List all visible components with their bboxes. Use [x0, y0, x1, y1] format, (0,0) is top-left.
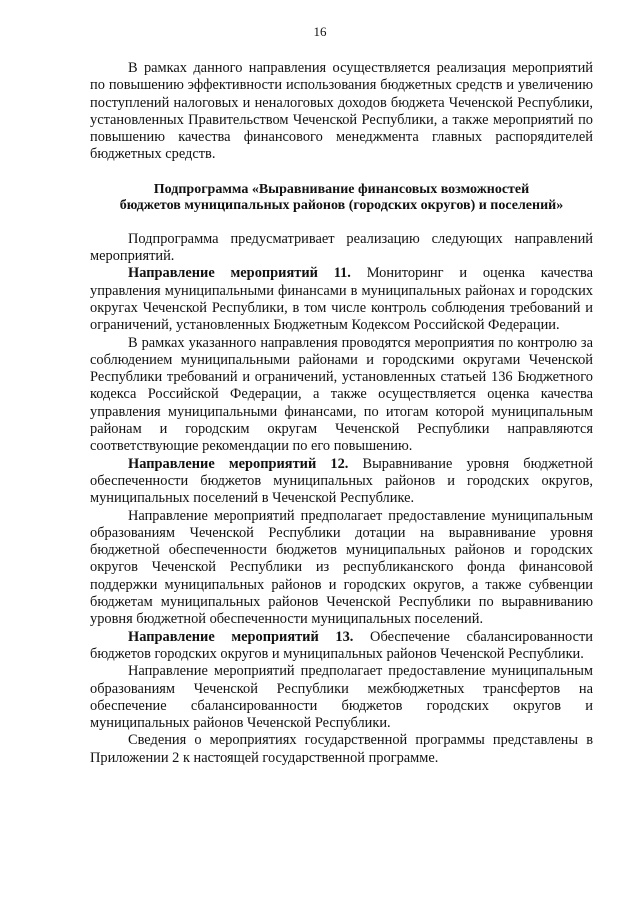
subprogram-heading-line-1: Подпрограмма «Выравнивание финансовых возможностей: [153, 181, 530, 197]
closing-paragraph: Сведения о мероприятиях государственной программы представлены в Приложении 2 к настоящей государственной программе.: [90, 732, 593, 766]
direction-11-title: Направление мероприятий 11.: [128, 265, 351, 282]
direction-12-title: Направление мероприятий 12.: [128, 455, 349, 472]
direction-13-detail: Направление мероприятий предполагает предоставление муниципальным образованиям Чеченской Республики межбюджетных трансфертов на обеспечение сбалансированности бюджетов городских округов и муниципальных районов Чеченской Республики.: [90, 663, 593, 732]
page-number: 16: [313, 24, 327, 39]
direction-13-text: Обеспечение сбалансированности бюджетов городских округов и муниципальных районов Чеченской Республики.: [90, 628, 593, 662]
direction-11-paragraph: [90, 265, 593, 334]
subprogram-intro-paragraph: Подпрограмма предусматривает реализацию следующих направлений мероприятий.: [90, 230, 593, 265]
subprogram-heading: [90, 182, 593, 215]
intro-paragraph: В рамках данного направления осуществляется реализация мероприятий по повышению эффективности использования бюджетных средств и увеличению поступлений налоговых и неналоговых доходов бюджета Чеченской Республики, установленных Правительством Чеченской Республики, а также мероприятий по повышению качества финансового менеджмента главных распорядителей бюджетных средств.: [90, 60, 593, 163]
direction-13-title: Направление мероприятий 13.: [128, 628, 354, 645]
document-body: [90, 60, 593, 767]
subprogram-heading-line-2: бюджетов муниципальных районов (городских округов) и поселений»: [119, 198, 564, 214]
direction-11-detail: В рамках указанного направления проводятся мероприятия по контролю за соблюдением муниципальными районами и городскими округами Чеченской Республики требований и ограничений, установленных статьей 136 Бюджетного кодекса Российской Федерации, а также осуществляется оценка качества управления муниципальными финансами, по итогам которой муниципальным районам и городским округам Чеченской Республики направляются соответствующие рекомендации по его повышению.: [90, 334, 593, 455]
direction-12-paragraph: [90, 456, 593, 508]
direction-11-text: Мониторинг и оценка качества управления муниципальными финансами в муниципальных районах и городских округах Чеченской Республики, в том числе контроль соблюдения требований и ограничений, установленных Бюджетным Кодексом Российской Федерации.: [90, 265, 593, 334]
direction-12-detail: Направление мероприятий предполагает предоставление муниципальным образованиям Чеченской Республики дотации на выравнивание уровня бюджетной обеспеченности бюджетов муниципальных районов и городских округов Чеченской Республики из республиканского фонда финансовой поддержки муниципальных районов и городских округов, а также субвенции бюджетам муниципальных районов Чеченской Республики по выравниванию уровня бюджетной обеспеченности муниципальных поселений.: [90, 507, 593, 628]
direction-12-text: Выравнивание уровня бюджетной обеспеченности бюджетов муниципальных районов и городских округов, муниципальных поселений в Чеченской Республике.: [90, 455, 593, 507]
direction-13-paragraph: [90, 629, 593, 664]
